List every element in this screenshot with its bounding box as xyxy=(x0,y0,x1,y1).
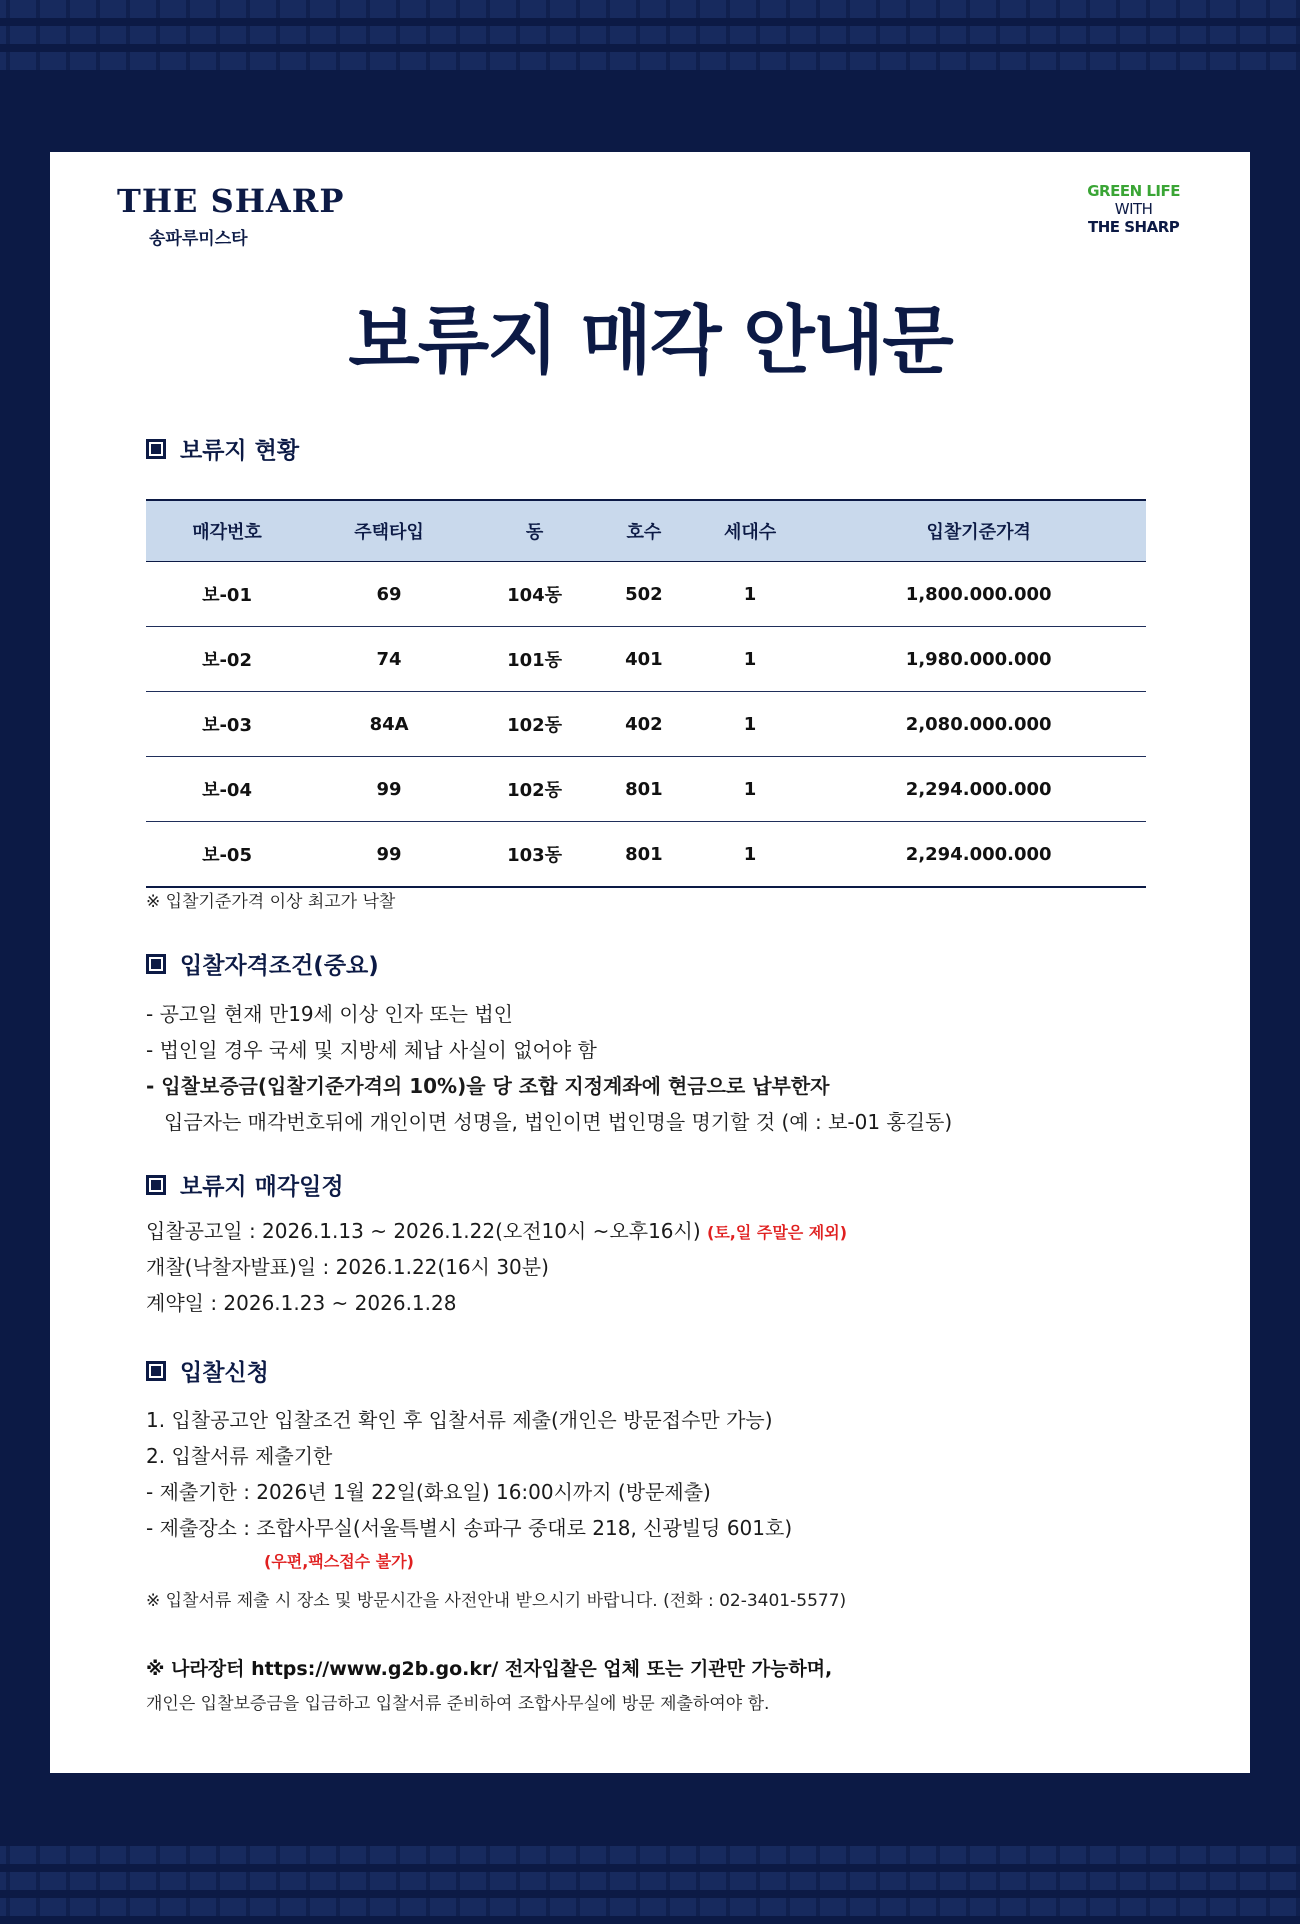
column-header: 세대수 xyxy=(723,522,777,543)
brand-logo-sub: 송파루미스타 xyxy=(149,229,248,249)
list-item: 입금자는 매각번호뒤에 개인이면 성명을, 법인이면 법인명을 명기할 것 (예 : 보-01 홍길동) xyxy=(164,1110,953,1134)
section-heading-eligibility xyxy=(146,947,379,980)
column-header: 호수 xyxy=(626,522,662,543)
list-item: 계약일 : 2026.1.23 ~ 2026.1.28 xyxy=(146,1291,457,1315)
table-cell: 74 xyxy=(308,627,470,692)
section-heading-label: 보류지 매각일정 xyxy=(180,1174,344,1200)
table-cell: 2,294.000.000 xyxy=(811,757,1146,822)
table-row xyxy=(146,692,1146,757)
brand-logo xyxy=(117,182,344,249)
section-heading-status xyxy=(146,432,299,465)
list-item: - 제출장소 : 조합사무실(서울특별시 송파구 중대로 218, 신광빌딩 601호) xyxy=(146,1516,793,1540)
list-item: - 입찰보증금(입찰기준가격의 10%)을 당 조합 지정계좌에 현금으로 납부한자 xyxy=(146,1074,830,1098)
list-item: 2. 입찰서류 제출기한 xyxy=(146,1444,333,1468)
square-bullet-icon xyxy=(146,954,166,974)
no-mail-fax-note: (우편,팩스접수 불가) xyxy=(264,1552,414,1571)
slogan-line-1: GREEN LIFE xyxy=(1087,182,1180,200)
section-heading-label: 입찰자격조건(중요) xyxy=(180,953,379,979)
column-header: 주택타입 xyxy=(354,522,424,543)
list-item xyxy=(146,1546,792,1574)
column-header: 동 xyxy=(525,522,544,543)
table-cell: 102동 xyxy=(470,692,599,757)
table-cell: 102동 xyxy=(470,757,599,822)
status-table xyxy=(146,499,1146,888)
table-cell: 1,800.000.000 xyxy=(811,562,1146,627)
visit-note: 개인은 입찰보증금을 입금하고 입찰서류 준비하여 조합사무실에 방문 제출하여야 함. xyxy=(146,1694,770,1714)
schedule-bid-period: 입찰공고일 : 2026.1.13 ~ 2026.1.22(오전10시 ~오후16시) xyxy=(146,1219,701,1243)
table-cell: 2,294.000.000 xyxy=(811,822,1146,888)
table-cell: 1 xyxy=(689,627,812,692)
application-list xyxy=(146,1402,792,1574)
column-header: 매각번호 xyxy=(192,522,262,543)
table-cell: 1 xyxy=(689,562,812,627)
g2b-note: ※ 나라장터 https://www.g2b.go.kr/ 전자입찰은 업체 또는 기관만 가능하며, xyxy=(146,1658,833,1680)
schedule-list xyxy=(146,1213,847,1321)
list-item xyxy=(146,1213,847,1249)
application-note: ※ 입찰서류 제출 시 장소 및 방문시간을 사전안내 받으시기 바랍니다. (전화 : 02-3401-5577) xyxy=(146,1591,847,1611)
eligibility-list xyxy=(146,996,952,1140)
table-cell: 401 xyxy=(599,627,689,692)
table-cell: 103동 xyxy=(470,822,599,888)
list-item: - 법인일 경우 국세 및 지방세 체납 사실이 없어야 함 xyxy=(146,1038,597,1062)
table-cell: 99 xyxy=(308,757,470,822)
table-cell: 801 xyxy=(599,822,689,888)
list-item: - 제출기한 : 2026년 1월 22일(화요일) 16:00시까지 (방문제출) xyxy=(146,1480,711,1504)
top-pattern xyxy=(0,0,1300,78)
slogan-logo xyxy=(1087,182,1180,236)
table-row xyxy=(146,822,1146,888)
table-header-row xyxy=(146,500,1146,562)
table-cell: 1,980.000.000 xyxy=(811,627,1146,692)
table-cell: 104동 xyxy=(470,562,599,627)
table-cell: 1 xyxy=(689,692,812,757)
section-heading-label: 입찰신청 xyxy=(180,1360,269,1386)
table-cell: 1 xyxy=(689,757,812,822)
table-cell: 84A xyxy=(308,692,470,757)
table-row xyxy=(146,627,1146,692)
square-bullet-icon xyxy=(146,1175,166,1195)
table-cell: 502 xyxy=(599,562,689,627)
table-cell: 보-01 xyxy=(146,562,308,627)
table-cell: 101동 xyxy=(470,627,599,692)
section-heading-label: 보류지 현황 xyxy=(180,438,300,464)
list-item: 1. 입찰공고안 입찰조건 확인 후 입찰서류 제출(개인은 방문접수만 가능) xyxy=(146,1408,773,1432)
list-item: - 공고일 현재 만19세 이상 인자 또는 법인 xyxy=(146,1002,513,1026)
section-heading-application xyxy=(146,1354,269,1387)
table-cell: 보-02 xyxy=(146,627,308,692)
table-cell: 99 xyxy=(308,822,470,888)
table-cell: 69 xyxy=(308,562,470,627)
table-row xyxy=(146,562,1146,627)
bottom-pattern xyxy=(0,1846,1300,1924)
page-title: 보류지 매각 안내문 xyxy=(348,298,952,384)
status-note: ※ 입찰기준가격 이상 최고가 낙찰 xyxy=(146,892,396,912)
notice-card xyxy=(50,152,1250,1773)
table-cell: 보-05 xyxy=(146,822,308,888)
table-cell: 801 xyxy=(599,757,689,822)
table-cell: 보-04 xyxy=(146,757,308,822)
weekend-exclusion-note: (토,일 주말은 제외) xyxy=(707,1223,848,1242)
section-heading-schedule xyxy=(146,1168,344,1201)
table-cell: 보-03 xyxy=(146,692,308,757)
brand-logo-text: THE SHARP xyxy=(117,182,345,220)
list-item: 개찰(낙찰자발표)일 : 2026.1.22(16시 30분) xyxy=(146,1255,549,1279)
table-cell: 2,080.000.000 xyxy=(811,692,1146,757)
table-cell: 1 xyxy=(689,822,812,888)
square-bullet-icon xyxy=(146,1361,166,1381)
square-bullet-icon xyxy=(146,439,166,459)
slogan-line-2: WITH xyxy=(1114,200,1153,218)
slogan-line-3: THE SHARP xyxy=(1087,218,1180,236)
column-header: 입찰기준가격 xyxy=(926,522,1031,543)
table-row xyxy=(146,757,1146,822)
table-cell: 402 xyxy=(599,692,689,757)
